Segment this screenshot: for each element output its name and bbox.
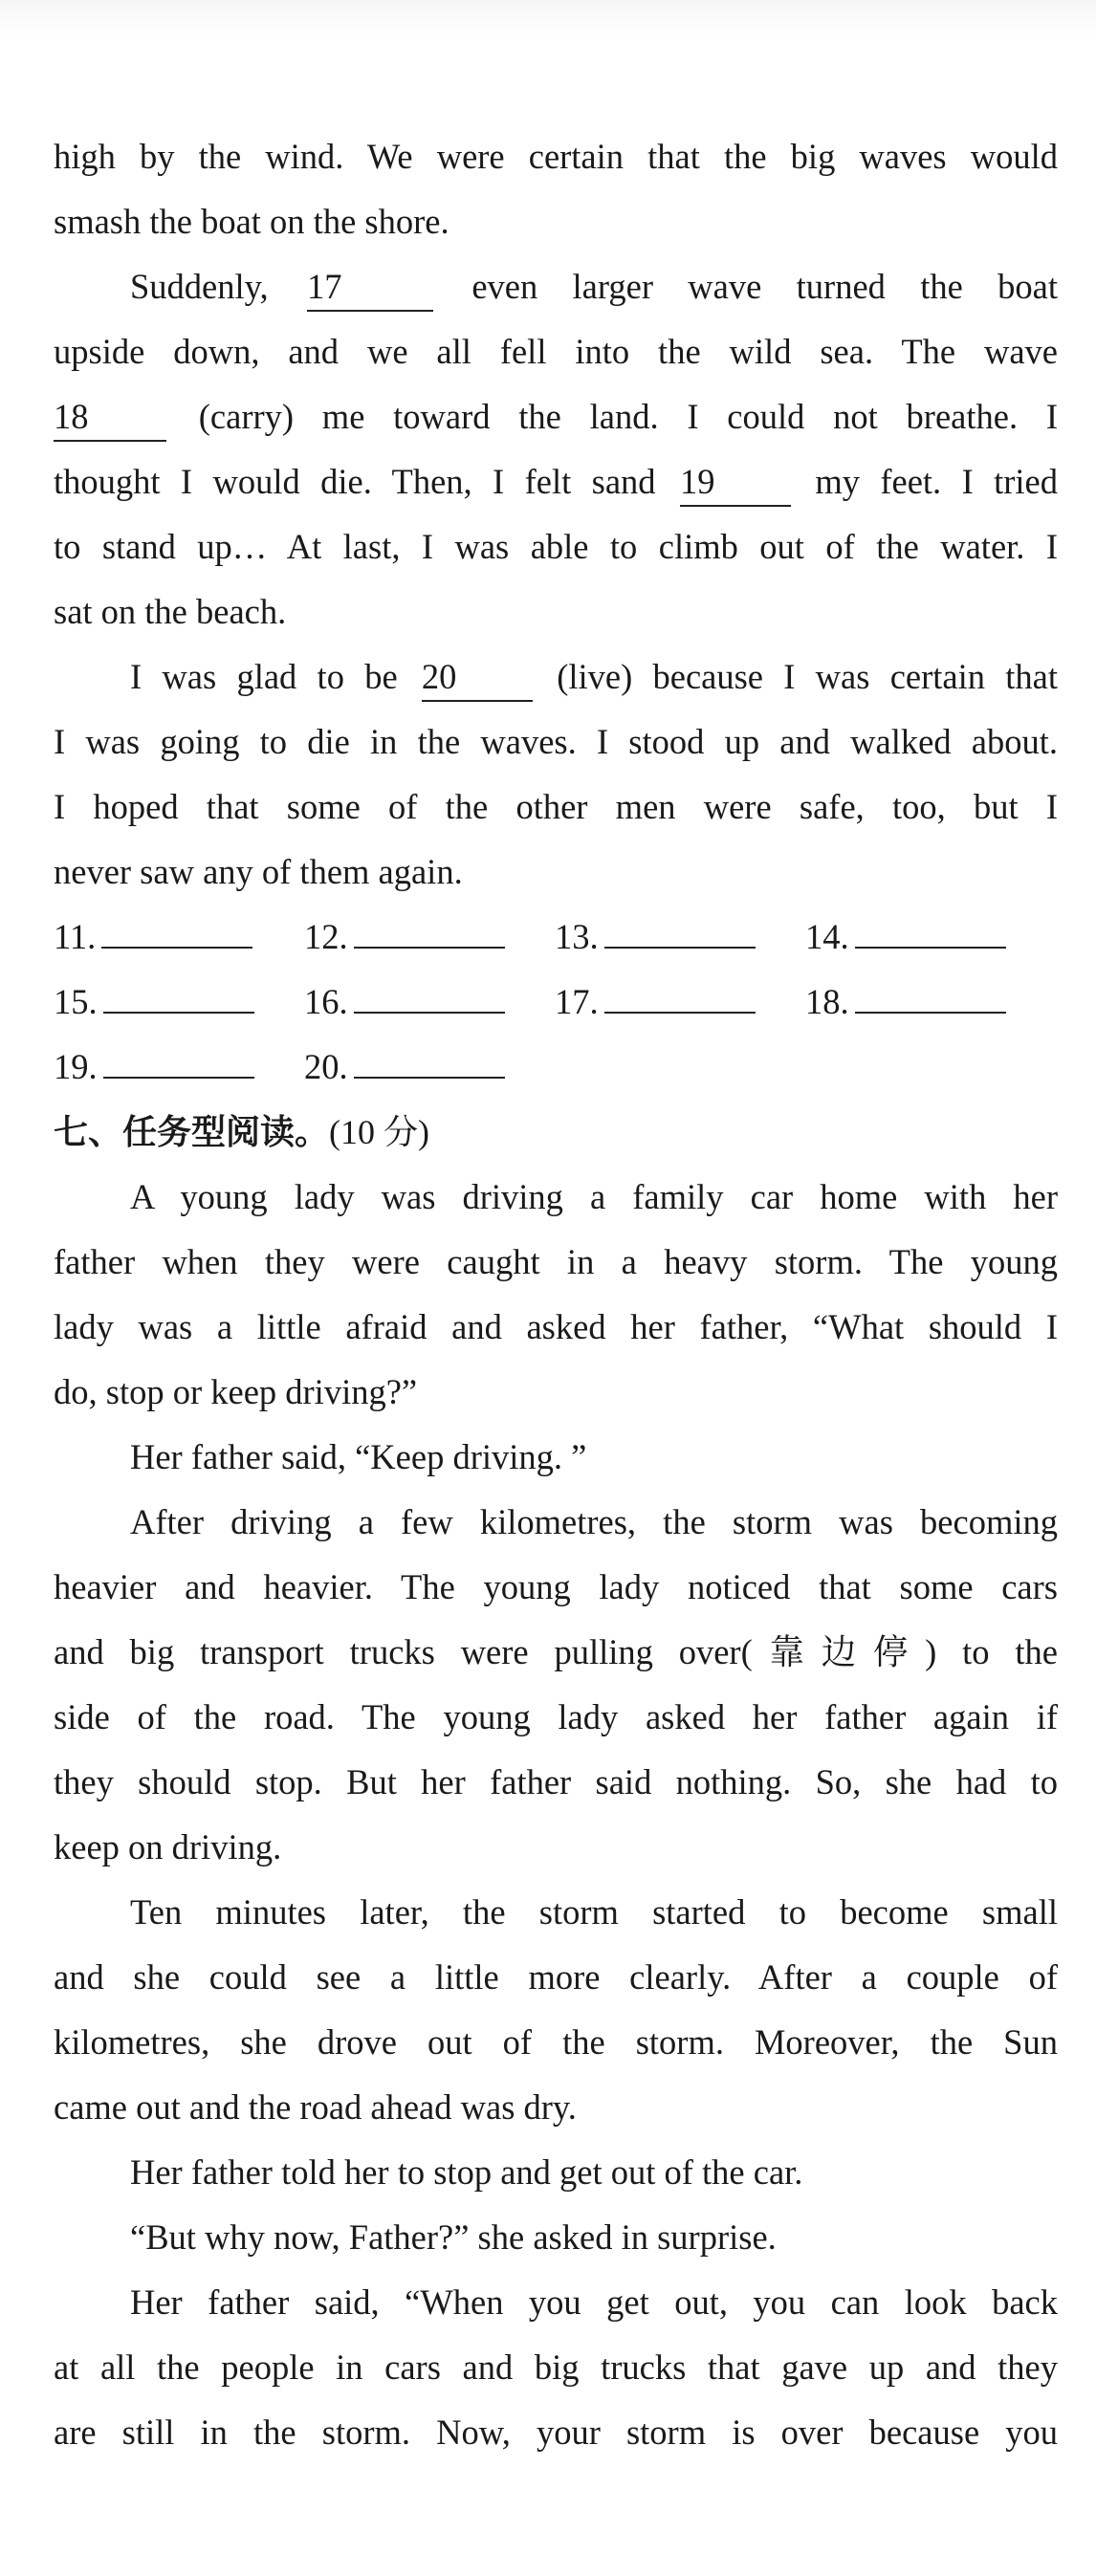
answer-row [54, 905, 1058, 970]
answer-slot: 18. [805, 970, 1056, 1035]
text-line: and she could see a little more clearly. After a couple of [54, 1957, 1058, 1997]
text-line-with-blank [54, 384, 1058, 449]
text-line: I was going to die in the waves. I stood up and walked about. [54, 722, 1058, 761]
text-line: at all the people in cars and big trucks that gave up and they [54, 2347, 1058, 2387]
text-line: side of the road. The young lady asked her father again if [54, 1697, 1058, 1736]
text-line: kilometres, she drove out of the storm. Moreover, the Sun [54, 2022, 1058, 2062]
text-line: keep on driving. [54, 1827, 282, 1867]
answer-input-line[interactable] [604, 908, 756, 949]
document-page [54, 124, 1058, 2465]
text-fragment: (carry) me toward the land. I could not breathe. I [198, 397, 1058, 436]
text-line-with-blank [54, 254, 1058, 319]
answer-slot: 17. [555, 970, 805, 1035]
section-title: 七、任务型阅读。 [54, 1113, 330, 1152]
text-line: lady was a little afraid and asked her father, “What should I [54, 1307, 1058, 1346]
answer-slot: 12. [304, 905, 555, 970]
text-line: are still in the storm. Now, your storm is over because you [54, 2412, 1058, 2452]
blank-17: 17 [307, 262, 433, 312]
text-fragment: (live) because I was certain that [557, 657, 1058, 696]
text-line: heavier and heavier. The young lady noticed that some cars [54, 1567, 1058, 1606]
page-top-band [0, 0, 1096, 36]
text-line: do, stop or keep driving?” [54, 1372, 418, 1411]
answer-slot: 11. [54, 905, 304, 970]
blank-19: 19 [680, 457, 791, 507]
text-line: father when they were caught in a heavy storm. The young [54, 1242, 1058, 1281]
text-line: A young lady was driving a family car home with her [130, 1177, 1058, 1216]
blank-18: 18 [54, 392, 166, 442]
answer-input-line[interactable] [103, 1038, 254, 1079]
text-line: Her father said, “When you get out, you can look back [130, 2282, 1058, 2322]
text-line: never saw any of them again. [54, 852, 463, 891]
answer-row [54, 970, 1058, 1035]
answer-input-line[interactable] [103, 973, 254, 1014]
answer-slot: 14. [805, 905, 1056, 970]
text-fragment: thought I would die. Then, I felt sand [54, 462, 656, 501]
text-line: came out and the road ahead was dry. [54, 2087, 577, 2127]
answer-input-line[interactable] [354, 908, 505, 949]
text-fragment: I was glad to be [130, 657, 398, 696]
answer-input-line[interactable] [604, 973, 756, 1014]
text-line: and big transport trucks were pulling over(靠边停) to the [54, 1632, 1058, 1671]
answer-input-line[interactable] [354, 1038, 505, 1079]
answer-input-line[interactable] [855, 908, 1006, 949]
text-line: “But why now, Father?” she asked in surprise. [130, 2217, 777, 2257]
section-score: (10 分) [329, 1113, 429, 1151]
text-line: to stand up… At last, I was able to climb out of the water. I [54, 527, 1058, 566]
text-fragment: even larger wave turned the boat [471, 267, 1058, 306]
answer-input-line[interactable] [101, 908, 252, 949]
text-line: Her father said, “Keep driving. ” [130, 1437, 587, 1476]
text-line: they should stop. But her father said nothing. So, she had to [54, 1762, 1058, 1801]
text-line: Her father told her to stop and get out of the car. [130, 2152, 803, 2192]
answer-slot: 15. [54, 970, 304, 1035]
text-line-with-blank [54, 449, 1058, 514]
text-line: After driving a few kilometres, the storm was becoming [130, 1502, 1058, 1541]
answer-row [54, 1035, 1058, 1100]
answer-slot: 19. [54, 1035, 304, 1100]
text-line: sat on the beach. [54, 592, 287, 631]
blank-20: 20 [422, 652, 533, 702]
text-line: high by the wind. We were certain that the big waves would [54, 137, 1058, 176]
section-heading [54, 1100, 1058, 1165]
answer-slot: 13. [555, 905, 805, 970]
text-fragment: Suddenly, [130, 267, 269, 306]
text-line: I hoped that some of the other men were safe, too, but I [54, 787, 1058, 826]
text-line: smash the boat on the shore. [54, 202, 449, 241]
answer-slot: 16. [304, 970, 555, 1035]
text-line: upside down, and we all fell into the wild sea. The wave [54, 332, 1058, 371]
text-line: Ten minutes later, the storm started to become small [130, 1892, 1058, 1932]
text-fragment: my feet. I tried [815, 462, 1059, 501]
answer-slot: 20. [304, 1035, 555, 1100]
answer-input-line[interactable] [354, 973, 505, 1014]
answer-input-line[interactable] [855, 973, 1006, 1014]
text-line-with-blank [54, 644, 1058, 709]
